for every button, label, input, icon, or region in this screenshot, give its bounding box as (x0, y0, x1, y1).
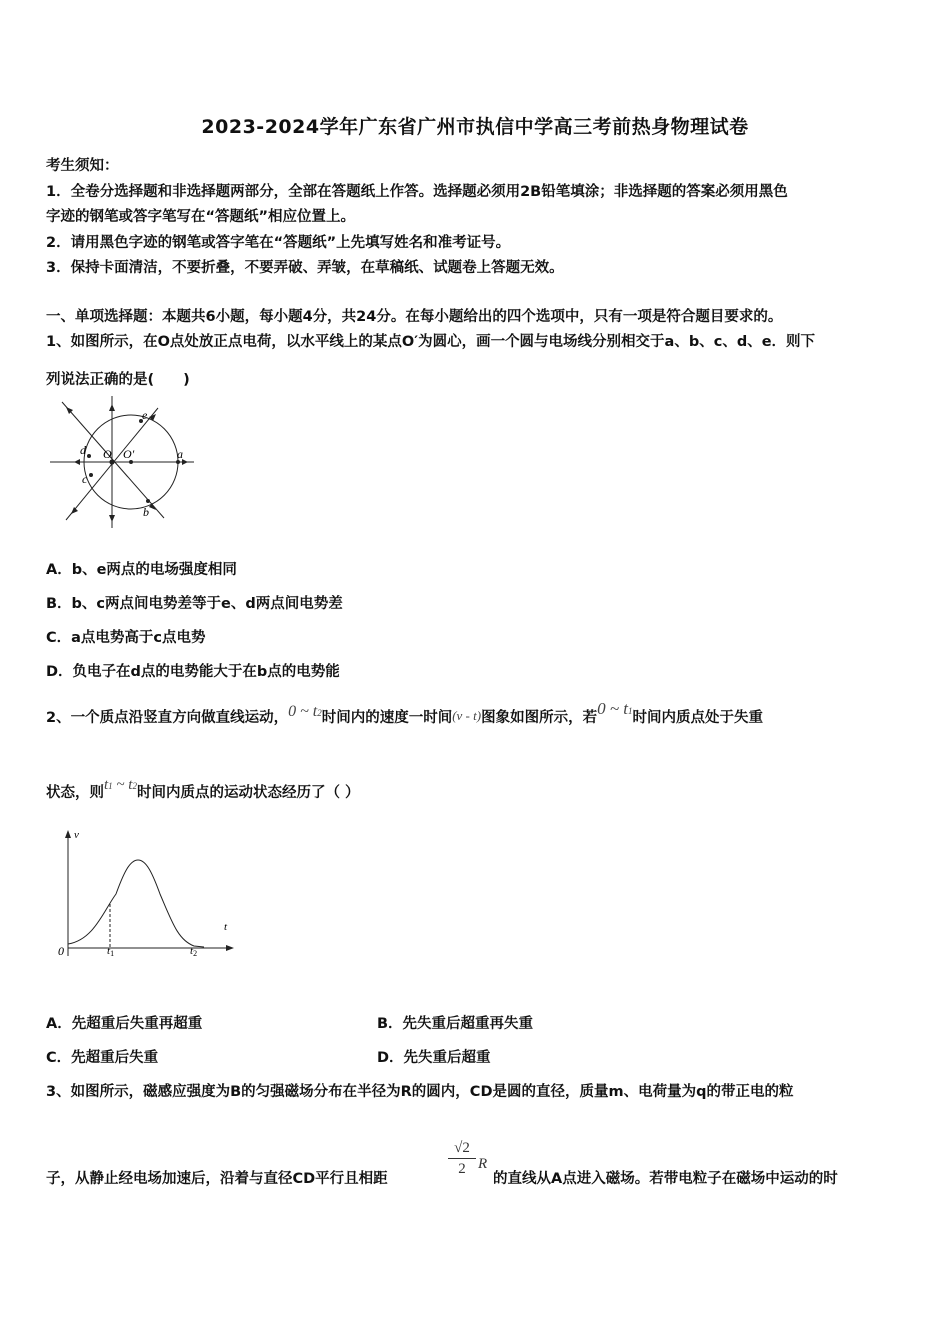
t1-label (107, 945, 114, 958)
q2-range-1: 0 ~ t (288, 703, 318, 720)
q3-stem-line1: 3、如图所示，磁感应强度为B的匀强磁场分布在半径为R的圆内，CD是圆的直径，质量m、电荷量为q的带正电的粒 (46, 1084, 794, 1100)
q3-fraction-numerator: √2 (448, 1140, 476, 1159)
q2-range-2-sub: 1 (628, 706, 633, 716)
point-o-prime-label: O′ (123, 447, 135, 461)
q3-stem-line2-part1: 子，从静止经电场加速后，沿着与直径CD平行且相距 (46, 1171, 388, 1187)
q3-fraction-denominator: 2 (458, 1161, 466, 1177)
notice-line-3: 3．保持卡面清洁，不要折叠，不要弄破、弄皱，在草稿纸、试题卷上答题无效。 (46, 260, 564, 276)
q2-option-b: B．先失重后超重再失重 (377, 1016, 534, 1032)
q1-option-c: C．a点电势高于c点电势 (46, 630, 206, 646)
q1-field-figure (46, 394, 196, 528)
notice-line-1b: 字迹的钢笔或答字笔写在“答题纸”相应位置上。 (46, 209, 356, 225)
q2-stem-line2 (46, 777, 360, 802)
q2-range-3-mid: ~ t (112, 777, 133, 793)
q2-range-3: t (104, 777, 109, 793)
q2-range-3-sub2: 2 (132, 781, 137, 791)
q3-radius-symbol: R (478, 1156, 488, 1172)
t1-label-main: t (107, 945, 111, 957)
section-heading: 一、单项选择题：本题共6小题，每小题4分，共24分。在每小题给出的四个选项中，只有一项是符合题目要求的。 (46, 309, 783, 325)
point-b-label: b (143, 505, 149, 519)
q2-stem-line1 (46, 699, 763, 727)
q2-text-5: 状态，则 (46, 785, 104, 801)
q2-text-4: 时间内质点处于失重 (632, 710, 763, 726)
origin-label: 0 (58, 944, 64, 958)
q1-option-d: D．负电子在d点的电势能大于在b点的电势能 (46, 664, 340, 680)
point-d-label: d (80, 443, 86, 457)
q2-range-1-sub: 2 (317, 708, 322, 718)
q2-text-1: 2、一个质点沿竖直方向做直线运动， (46, 710, 289, 726)
t2-label-sub: 2 (193, 949, 198, 958)
q1-option-b: B．b、c两点间电势差等于e、d两点间电势差 (46, 596, 343, 612)
notice-line-1a: 1．全卷分选择题和非选择题两部分，全部在答题纸上作答。选择题必须用2B铅笔填涂；非选择题的答案必须用黑色 (46, 184, 788, 200)
q2-vt-graph (54, 826, 240, 962)
q1-stem-line2: 列说法正确的是( ) (46, 372, 190, 388)
q2-range-2: 0 ~ t (597, 699, 628, 718)
t1-label-sub: 1 (110, 949, 115, 958)
q2-text-2: 时间内的速度一时间 (321, 710, 453, 726)
point-o-label: O (103, 447, 112, 461)
t2-label-main: t (190, 945, 194, 957)
q2-option-d: D．先失重后超重 (377, 1050, 491, 1066)
notice-heading: 考生须知： (46, 158, 119, 174)
q3-fraction (448, 1140, 476, 1178)
q3-stem-line2-part2: 的直线从A点进入磁场。若带电粒子在磁场中运动的时 (493, 1171, 838, 1187)
notice-line-2: 2．请用黑色字迹的钢笔或答字笔在“答题纸”上先填写姓名和准考证号。 (46, 235, 511, 251)
q2-option-a: A．先超重后失重再超重 (46, 1016, 203, 1032)
axis-t-label: t (224, 921, 228, 933)
page-title: 2023-2024学年广东省广州市执信中学高三考前热身物理试卷 (201, 116, 749, 138)
axis-v-label: v (74, 829, 79, 841)
point-e-label: e (142, 408, 148, 422)
q2-vt: (v - t) (452, 708, 482, 723)
t2-label (190, 945, 197, 958)
q2-option-c: C．先超重后失重 (46, 1050, 159, 1066)
q2-text-6: 时间内质点的运动状态经历了（ ） (136, 785, 360, 801)
q2-text-3: 图象如图所示，若 (481, 710, 598, 726)
q1-stem-line1: 1、如图所示，在O点处放正点电荷，以水平线上的某点O′为圆心，画一个圆与电场线分别相交于a、b、c、d、e．则下 (46, 334, 816, 350)
point-a-label: a (177, 447, 183, 461)
q2-range-3-sub1: 1 (108, 781, 113, 791)
q1-option-a: A．b、e两点的电场强度相同 (46, 562, 237, 578)
point-c-label: c (82, 472, 88, 486)
